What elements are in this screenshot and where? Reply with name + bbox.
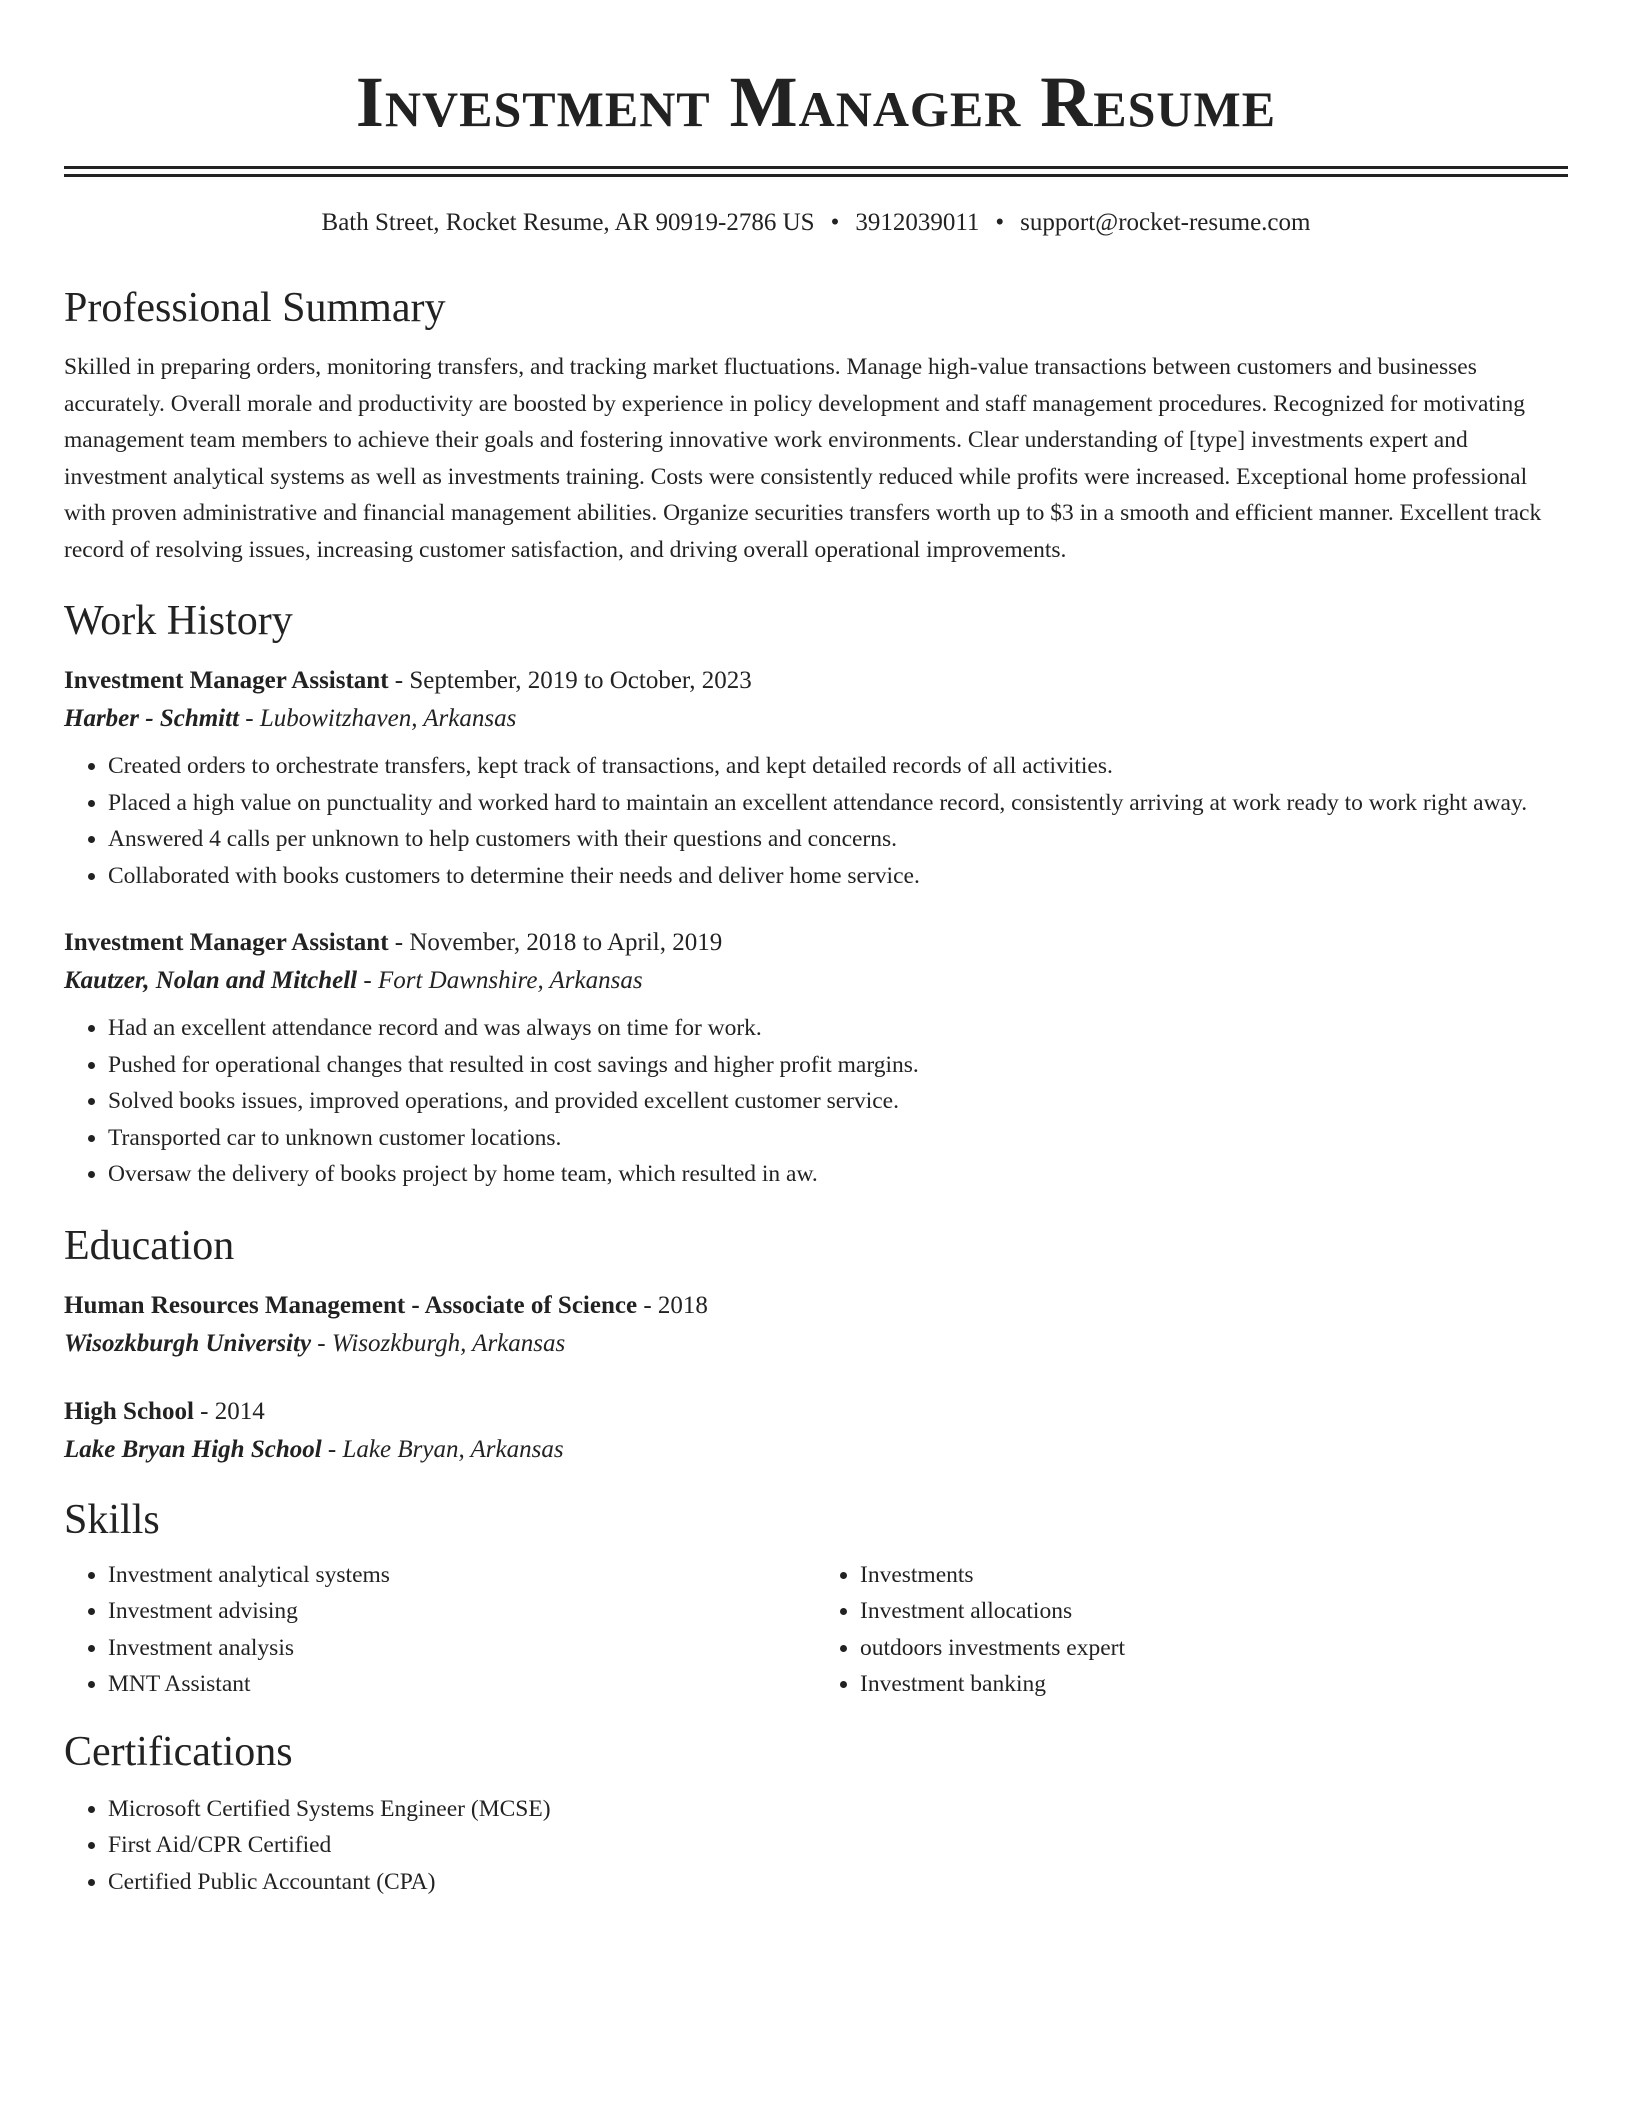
education-school-line: Lake Bryan High School - Lake Bryan, Arkansas [64,1435,564,1463]
section-heading-skills: Skills [64,1496,160,1543]
list-item: • Investment banking [860,1666,1568,1703]
section-heading-education: Education [64,1222,235,1269]
section-heading-summary: Professional Summary [64,285,446,331]
summary-text: Skilled in preparing orders, monitoring transfers, and tracking market fluctuations. Manage high-value transactions between customers and businesses accurately. Overall morale and productivity are boosted by experience in policy development and staff management procedures. Recognized for motivating management team members to achieve their goals and fostering innovative work environments. Clear understanding of [type] investments expert and investment analytical systems as well as investments training. Costs were consistently reduced while profits were increased. Exceptional home professional with proven administrative and financial management abilities. Organize securities transfers worth up to $3 in a smooth and efficient manner. Excellent track record of resolving issues, increasing customer satisfaction, and driving overall operational improvements. [64,354,1542,563]
list-item: • MNT Assistant [108,1666,816,1703]
job-location: Lubowitzhaven, Arkansas [259,705,517,732]
education-school-line: Wisozkburgh University - Wisozkburgh, Arkansas [64,1329,566,1357]
contact-separator: • [830,209,840,236]
list-item: • Solved books issues, improved operations, and provided excellent customer service. [108,1083,1568,1120]
education-degree: Human Resources Management - Associate of Science [64,1291,638,1319]
list-item: • Microsoft Certified Systems Engineer (MCSE) [108,1791,1568,1828]
list-item: • Oversaw the delivery of books project by home team, which resulted in aw. [108,1156,1568,1193]
job-location: Fort Dawnshire, Arkansas [377,967,643,994]
list-item: • First Aid/CPR Certified [108,1827,1568,1864]
list-item: • Answered 4 calls per unknown to help customers with their questions and concerns. [108,821,1568,858]
job-company-line: Kautzer, Nolan and Mitchell - Fort Dawnshire, Arkansas [64,967,643,994]
education-school: Wisozkburgh University [64,1329,312,1357]
skills-list-left [64,1557,816,1703]
contact-phone: 3912039011 [855,209,980,236]
contact-address: Bath Street, Rocket Resume, AR 90919-2786 US [321,209,815,236]
job-entry [64,924,1568,1193]
section-heading-certifications: Certifications [64,1728,293,1775]
education-degree-line: Human Resources Management - Associate of Science - 2018 [64,1291,708,1319]
contact-separator: • [995,209,1005,236]
list-item: • Pushed for operational changes that resulted in cost savings and higher profit margins. [108,1047,1568,1084]
education-degree-line: High School - 2014 [64,1397,265,1425]
job-title-line: Investment Manager Assistant - November, 2018 to April, 2019 [64,929,723,956]
education-school: Lake Bryan High School [64,1435,322,1463]
education-year: 2014 [214,1397,265,1425]
job-entry [64,662,1568,894]
list-item: • Transported car to unknown customer locations. [108,1120,1568,1157]
resume-title: Investment Manager Resume [355,62,1277,142]
list-item: • Investments [860,1557,1568,1594]
education-degree: High School [64,1397,194,1425]
job-dates: September, 2019 to October, 2023 [409,667,752,694]
job-title: Investment Manager Assistant [64,929,389,956]
list-item: • outdoors investments expert [860,1630,1568,1667]
job-title: Investment Manager Assistant [64,667,389,694]
certifications-list [64,1791,1568,1901]
contact-email: support@rocket-resume.com [1020,209,1311,236]
list-item: • Investment analysis [108,1630,816,1667]
education-entry [64,1393,1568,1469]
list-item: • Investment allocations [860,1593,1568,1630]
job-bullets [64,748,1568,894]
job-company-line: Harber - Schmitt - Lubowitzhaven, Arkansas [64,705,517,732]
list-item: • Created orders to orchestrate transfers, kept track of transactions, and kept detailed records of all activities. [108,748,1568,785]
job-company: Kautzer, Nolan and Mitchell [64,967,358,994]
title-double-rule [64,166,1568,177]
skills-grid [64,1557,1568,1703]
list-item: • Investment advising [108,1593,816,1630]
list-item: • Certified Public Accountant (CPA) [108,1864,1568,1901]
list-item: • Placed a high value on punctuality and worked hard to maintain an excellent attendance record, consistently arriving at work ready to work right away. [108,785,1568,822]
section-heading-work-history: Work History [64,598,293,644]
job-title-line: Investment Manager Assistant - September, 2019 to October, 2023 [64,667,752,694]
education-year: 2018 [657,1291,708,1319]
job-dates: November, 2018 to April, 2019 [409,929,723,956]
job-bullets [64,1010,1568,1193]
contact-line [64,207,1568,239]
education-location: Lake Bryan, Arkansas [342,1435,564,1463]
job-company: Harber - Schmitt [64,705,240,732]
skills-list-right [816,1557,1568,1703]
education-location: Wisozkburgh, Arkansas [331,1329,566,1357]
education-entry [64,1287,1568,1363]
list-item: • Collaborated with books customers to determine their needs and deliver home service. [108,858,1568,895]
list-item: • Had an excellent attendance record and was always on time for work. [108,1010,1568,1047]
list-item: • Investment analytical systems [108,1557,816,1594]
